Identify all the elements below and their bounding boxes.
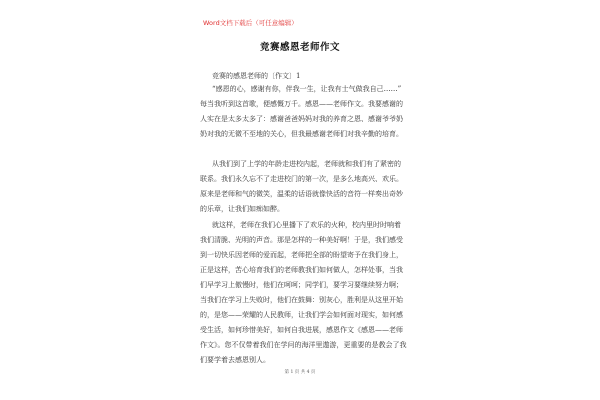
paragraph-1-line: 奶对我的无微不至地的关心，但我最感谢老师们对我辛勤的培育。 — [200, 130, 403, 138]
paragraph-1-line: 人实在是太多太多了：感谢爸爸妈妈对我的养育之恩、感谢爷爷奶 — [200, 115, 403, 123]
paragraph-3-line: 到一切快乐因老师的爱而起，老师把全部的盼望寄予在我们身上， — [200, 251, 403, 259]
paragraph-3-line: 就这样，老师在我们心里播下了欢乐的火种，校内里时时响着 — [212, 221, 401, 229]
paragraph-3-line: 们要学着去感恩别人。 — [200, 356, 270, 364]
document-subtitle: 竞赛的感恩老师的〔作文〕1 — [212, 72, 301, 80]
document-title: 竞赛感恩老师作文 — [259, 42, 340, 53]
paragraph-2-line: 从我们到了上学的年龄走进校内起，老师就和我们有了紧密的 — [212, 160, 401, 168]
paragraph-3-line: 们早学习上傲慢时，他们在呵呵；同学们，要学习要继续努力啊； — [200, 281, 403, 289]
paragraph-2-line: 联系。我们永久忘不了走进校门的第一次，是多么地高兴、欢乐。 — [200, 175, 403, 183]
paragraph-3-line: 作文》。您不仅带着我们在学问的海洋里遨游，更重要的是教会了我 — [200, 341, 407, 349]
paragraph-1-line: 每当我听到这首歌，便感慨万千。感恩——老师作文。我要感谢的 — [200, 100, 403, 108]
paragraph-3-line: 的，是您——荣耀的人民教师，让我们学会如何面对现实，如何感 — [200, 311, 403, 319]
paragraph-3-line: 正是这样，苦心培育我们的老师教我们如何做人，怎样处事，当我 — [200, 266, 403, 274]
paragraph-2-line: 原来是老师和气的微笑，温柔的话语就像快活的音符一样奏出奇妙 — [200, 190, 403, 198]
paragraph-1-line: “感恩的心，感谢有你，伴我一生，让我有士气做我自己……” — [212, 85, 402, 93]
watermark-label: Word文档下载后（可任意编辑） — [203, 19, 298, 27]
paragraph-3-line: 当我们在学习上失败时，他们在鼓舞：别灰心，胜利是从这里开始 — [200, 296, 403, 304]
paragraph-2-line: 的乐章，让我们如痴如醉。 — [200, 205, 284, 213]
paragraph-3-line: 我们清脆、光明的声音。那是怎样的一种美好啊！于是，我们感受 — [200, 236, 403, 244]
page-number-footer: 第 1 页 共 4 页 — [284, 370, 316, 375]
paragraph-3-line: 受生活，如何珍惜美好，如何自我进展，感恩作文《感恩——老师 — [200, 326, 403, 334]
